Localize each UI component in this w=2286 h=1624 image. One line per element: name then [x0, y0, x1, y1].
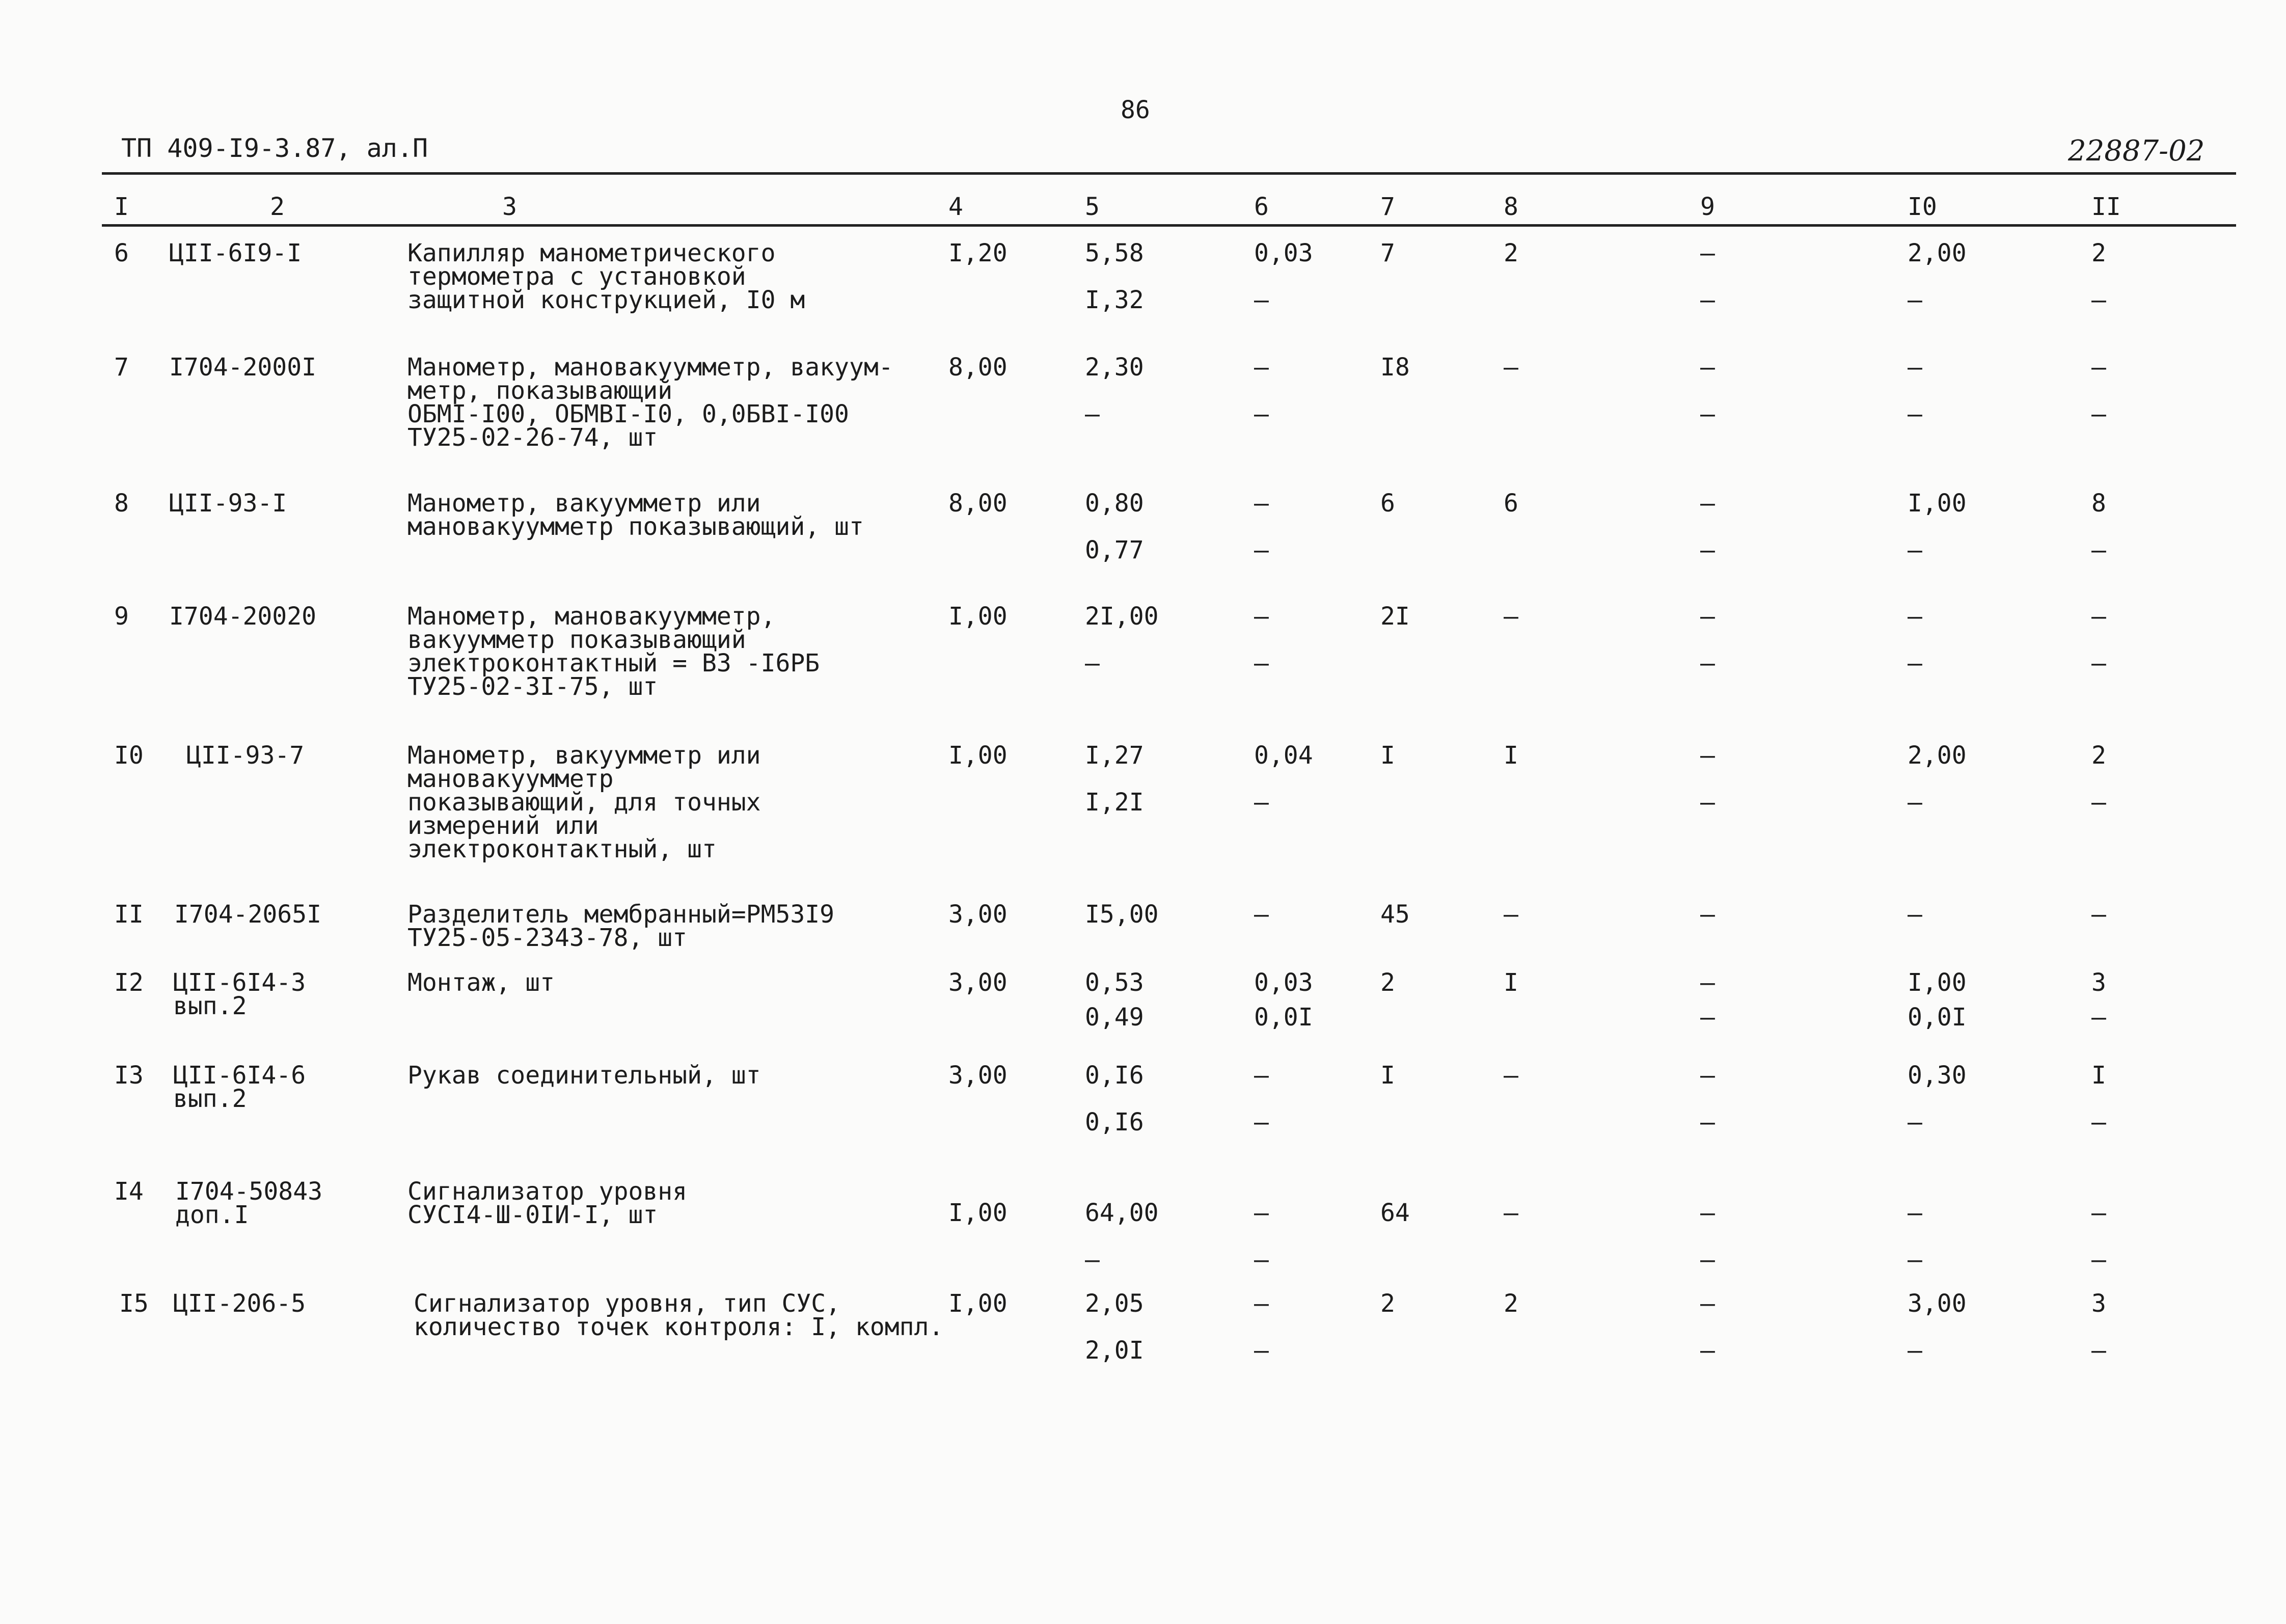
col-header-5: 5 [1085, 193, 1100, 221]
cell-col10-b: 0,0I [1908, 1003, 1967, 1032]
cell-col9-b: – [1700, 400, 1715, 428]
cell-col9-b: – [1700, 536, 1715, 564]
cell-col7: 2I [1380, 602, 1410, 631]
row-code: ЦII-6I4-3 вып.2 [173, 968, 306, 1020]
cell-col6-b: – [1254, 536, 1269, 564]
cell-col6-a: 0,03 [1254, 239, 1313, 267]
cell-col6-b: – [1254, 1108, 1269, 1136]
cell-col11-a: – [2091, 353, 2106, 382]
col-header-4: 4 [948, 193, 963, 221]
cell-col9-a: – [1700, 602, 1715, 631]
document-code: 22887-02 [2068, 134, 2205, 168]
cell-col6-a: 0,03 [1254, 968, 1313, 997]
cell-col4: 8,00 [948, 353, 1008, 382]
cell-col9-b: – [1700, 286, 1715, 314]
cell-col9-b: – [1700, 649, 1715, 678]
cell-col10-b: – [1908, 649, 1922, 678]
row-number: I0 [114, 741, 144, 770]
cell-col11-a: 3 [2091, 968, 2106, 997]
cell-col6-a: – [1254, 1061, 1269, 1090]
cell-col6-b: – [1254, 649, 1269, 678]
cell-col10-b: – [1908, 286, 1922, 314]
cell-col6-a: – [1254, 1289, 1269, 1318]
cell-col9-a: – [1700, 489, 1715, 518]
col-header-3: 3 [502, 193, 517, 221]
cell-col11-b: – [2091, 1003, 2106, 1032]
row-name: Манометр, вакуумметр или мановакуумметр показывающий, для точных измерений или электроконтактный, шт [407, 741, 761, 863]
cell-col9-a: – [1700, 1289, 1715, 1318]
cell-col8: – [1504, 1061, 1518, 1090]
table-header-rule [102, 224, 2236, 227]
cell-col5-a: 0,53 [1085, 968, 1144, 997]
cell-col9-b: – [1700, 1336, 1715, 1365]
row-name: Манометр, мановакуумметр, вакуум- метр, показывающий ОБМI-I00, ОБМВI-I0, 0,0БВI-I00 ТУ25-02-26-74, шт [407, 353, 893, 452]
row-code: ЦII-6I4-6 вып.2 [173, 1061, 306, 1113]
row-name: Манометр, вакуумметр или мановакуумметр показывающий, шт [407, 489, 864, 541]
cell-col4: 3,00 [948, 968, 1008, 997]
cell-col8: 2 [1504, 239, 1518, 267]
row-name: Манометр, мановакуумметр, вакуумметр показывающий электроконтактный = В3 -I6РБ ТУ25-02-3I-75, шт [407, 602, 820, 701]
cell-col10-a: I,00 [1908, 968, 1967, 997]
row-name: Сигнализатор уровня СУСI4-Ш-0IИ-I, шт [407, 1177, 688, 1229]
col-header-9: 9 [1700, 193, 1715, 221]
cell-col5-a: 2,30 [1085, 353, 1144, 382]
col-header-7: 7 [1380, 193, 1395, 221]
row-code: I704-2065I [174, 900, 321, 929]
cell-col7: 45 [1380, 900, 1410, 929]
row-code: I704-2000I [169, 353, 316, 382]
cell-col11-a: 8 [2091, 489, 2106, 518]
col-header-2: 2 [270, 193, 285, 221]
cell-col6-a: – [1254, 353, 1269, 382]
cell-col4: I,00 [948, 741, 1008, 770]
cell-col7: I [1380, 741, 1395, 770]
cell-col6-b: 0,0I [1254, 1003, 1313, 1032]
cell-col8: – [1504, 900, 1518, 929]
cell-col4: I,00 [948, 602, 1008, 631]
cell-col11-b: – [2091, 536, 2106, 564]
cell-col10-a: 2,00 [1908, 741, 1967, 770]
cell-col5-a: 0,80 [1085, 489, 1144, 518]
cell-col5-a: I,27 [1085, 741, 1144, 770]
cell-col10-b: – [1908, 1246, 1922, 1274]
cell-col11-a: 2 [2091, 741, 2106, 770]
cell-col10-b: – [1908, 788, 1922, 817]
cell-col10-a: – [1908, 900, 1922, 929]
cell-col6-b: – [1254, 1336, 1269, 1365]
row-code: ЦII-206-5 [173, 1289, 306, 1318]
cell-col7: I [1380, 1061, 1395, 1090]
table-top-rule [102, 172, 2236, 175]
row-number: II [114, 900, 144, 929]
cell-col10-a: 2,00 [1908, 239, 1967, 267]
cell-col5-b: 0,77 [1085, 536, 1144, 564]
cell-col11-b: – [2091, 1246, 2106, 1274]
row-number: 8 [114, 489, 129, 518]
row-number: 7 [114, 353, 129, 382]
col-header-10: I0 [1908, 193, 1937, 221]
cell-col10-b: – [1908, 400, 1922, 428]
cell-col8: – [1504, 1199, 1518, 1227]
cell-col6-b: – [1254, 788, 1269, 817]
row-name: Разделитель мембранный=РМ53I9 ТУ25-05-2343-78, шт [407, 900, 835, 952]
cell-col5-a: 0,I6 [1085, 1061, 1144, 1090]
row-code: ЦII-93-I [169, 489, 287, 518]
row-name: Сигнализатор уровня, тип СУС, количество точек контроля: I, компл. [414, 1289, 944, 1341]
col-header-11: II [2091, 193, 2121, 221]
cell-col9-b: – [1700, 1003, 1715, 1032]
row-number: I3 [114, 1061, 144, 1090]
cell-col11-b: – [2091, 1336, 2106, 1365]
cell-col4: 3,00 [948, 1061, 1008, 1090]
document-reference: ТП 409-I9-3.87, ал.П [121, 133, 428, 163]
cell-col8: 6 [1504, 489, 1518, 518]
cell-col6-a: – [1254, 602, 1269, 631]
cell-col5-b: – [1085, 649, 1100, 678]
cell-col8: I [1504, 741, 1518, 770]
cell-col6-a: – [1254, 900, 1269, 929]
cell-col9-a: – [1700, 239, 1715, 267]
cell-col5-b: 0,I6 [1085, 1108, 1144, 1136]
cell-col10-a: 3,00 [1908, 1289, 1967, 1318]
cell-col8: – [1504, 353, 1518, 382]
cell-col11-a: 3 [2091, 1289, 2106, 1318]
cell-col11-b: – [2091, 649, 2106, 678]
cell-col10-a: 0,30 [1908, 1061, 1967, 1090]
cell-col10-b: – [1908, 536, 1922, 564]
cell-col4: I,20 [948, 239, 1008, 267]
cell-col5-a: 5,58 [1085, 239, 1144, 267]
cell-col5-a: 2I,00 [1085, 602, 1159, 631]
cell-col10-b: – [1908, 1336, 1922, 1365]
row-number: 6 [114, 239, 129, 267]
cell-col11-a: – [2091, 900, 2106, 929]
row-code: I704-50843 доп.I [175, 1177, 322, 1229]
col-header-8: 8 [1504, 193, 1518, 221]
cell-col7: I8 [1380, 353, 1410, 382]
cell-col5-a: I5,00 [1085, 900, 1159, 929]
cell-col9-b: – [1700, 788, 1715, 817]
cell-col6-b: – [1254, 286, 1269, 314]
row-name: Рукав соединительный, шт [407, 1061, 761, 1090]
row-name: Капилляр манометрического термометра с установкой защитной конструкцией, I0 м [407, 239, 805, 314]
row-number: 9 [114, 602, 129, 631]
cell-col10-a: I,00 [1908, 489, 1967, 518]
cell-col4: I,00 [948, 1199, 1008, 1227]
cell-col11-b: – [2091, 286, 2106, 314]
cell-col4: 8,00 [948, 489, 1008, 518]
cell-col6-b: – [1254, 400, 1269, 428]
cell-col11-b: – [2091, 1108, 2106, 1136]
cell-col10-a: – [1908, 1199, 1922, 1227]
cell-col9-a: – [1700, 1061, 1715, 1090]
cell-col8: 2 [1504, 1289, 1518, 1318]
cell-col7: 7 [1380, 239, 1395, 267]
cell-col8: – [1504, 602, 1518, 631]
cell-col4: I,00 [948, 1289, 1008, 1318]
cell-col11-a: – [2091, 602, 2106, 631]
cell-col6-b: – [1254, 1246, 1269, 1274]
cell-col10-a: – [1908, 602, 1922, 631]
cell-col5-b: – [1085, 400, 1100, 428]
cell-col11-b: – [2091, 788, 2106, 817]
row-code: ЦII-93-7 [186, 741, 305, 770]
cell-col7: 64 [1380, 1199, 1410, 1227]
cell-col11-a: – [2091, 1199, 2106, 1227]
cell-col5-b: 0,49 [1085, 1003, 1144, 1032]
cell-col10-b: – [1908, 1108, 1922, 1136]
row-number: I5 [119, 1289, 149, 1318]
cell-col9-a: – [1700, 741, 1715, 770]
cell-col9-a: – [1700, 900, 1715, 929]
cell-col5-a: 64,00 [1085, 1199, 1159, 1227]
cell-col11-b: – [2091, 400, 2106, 428]
cell-col6-a: – [1254, 489, 1269, 518]
row-number: I4 [114, 1177, 144, 1206]
cell-col5-b: I,2I [1085, 788, 1144, 817]
cell-col4: 3,00 [948, 900, 1008, 929]
cell-col5-b: – [1085, 1246, 1100, 1274]
page-number: 86 [1121, 96, 1150, 124]
cell-col6-a: 0,04 [1254, 741, 1313, 770]
cell-col5-a: 2,05 [1085, 1289, 1144, 1318]
row-number: I2 [114, 968, 144, 997]
col-header-6: 6 [1254, 193, 1269, 221]
cell-col6-a: – [1254, 1199, 1269, 1227]
cell-col9-b: – [1700, 1108, 1715, 1136]
cell-col11-a: 2 [2091, 239, 2106, 267]
cell-col9-b: – [1700, 1246, 1715, 1274]
cell-col5-b: 2,0I [1085, 1336, 1144, 1365]
cell-col8: I [1504, 968, 1518, 997]
cell-col9-a: – [1700, 968, 1715, 997]
cell-col7: 2 [1380, 968, 1395, 997]
cell-col7: 6 [1380, 489, 1395, 518]
row-name: Монтаж, шт [407, 968, 555, 997]
cell-col11-a: I [2091, 1061, 2106, 1090]
row-code: I704-20020 [169, 602, 316, 631]
row-code: ЦII-6I9-I [169, 239, 302, 267]
col-header-1: I [114, 193, 129, 221]
cell-col10-a: – [1908, 353, 1922, 382]
cell-col7: 2 [1380, 1289, 1395, 1318]
cell-col5-b: I,32 [1085, 286, 1144, 314]
cell-col9-a: – [1700, 353, 1715, 382]
cell-col9-a: – [1700, 1199, 1715, 1227]
